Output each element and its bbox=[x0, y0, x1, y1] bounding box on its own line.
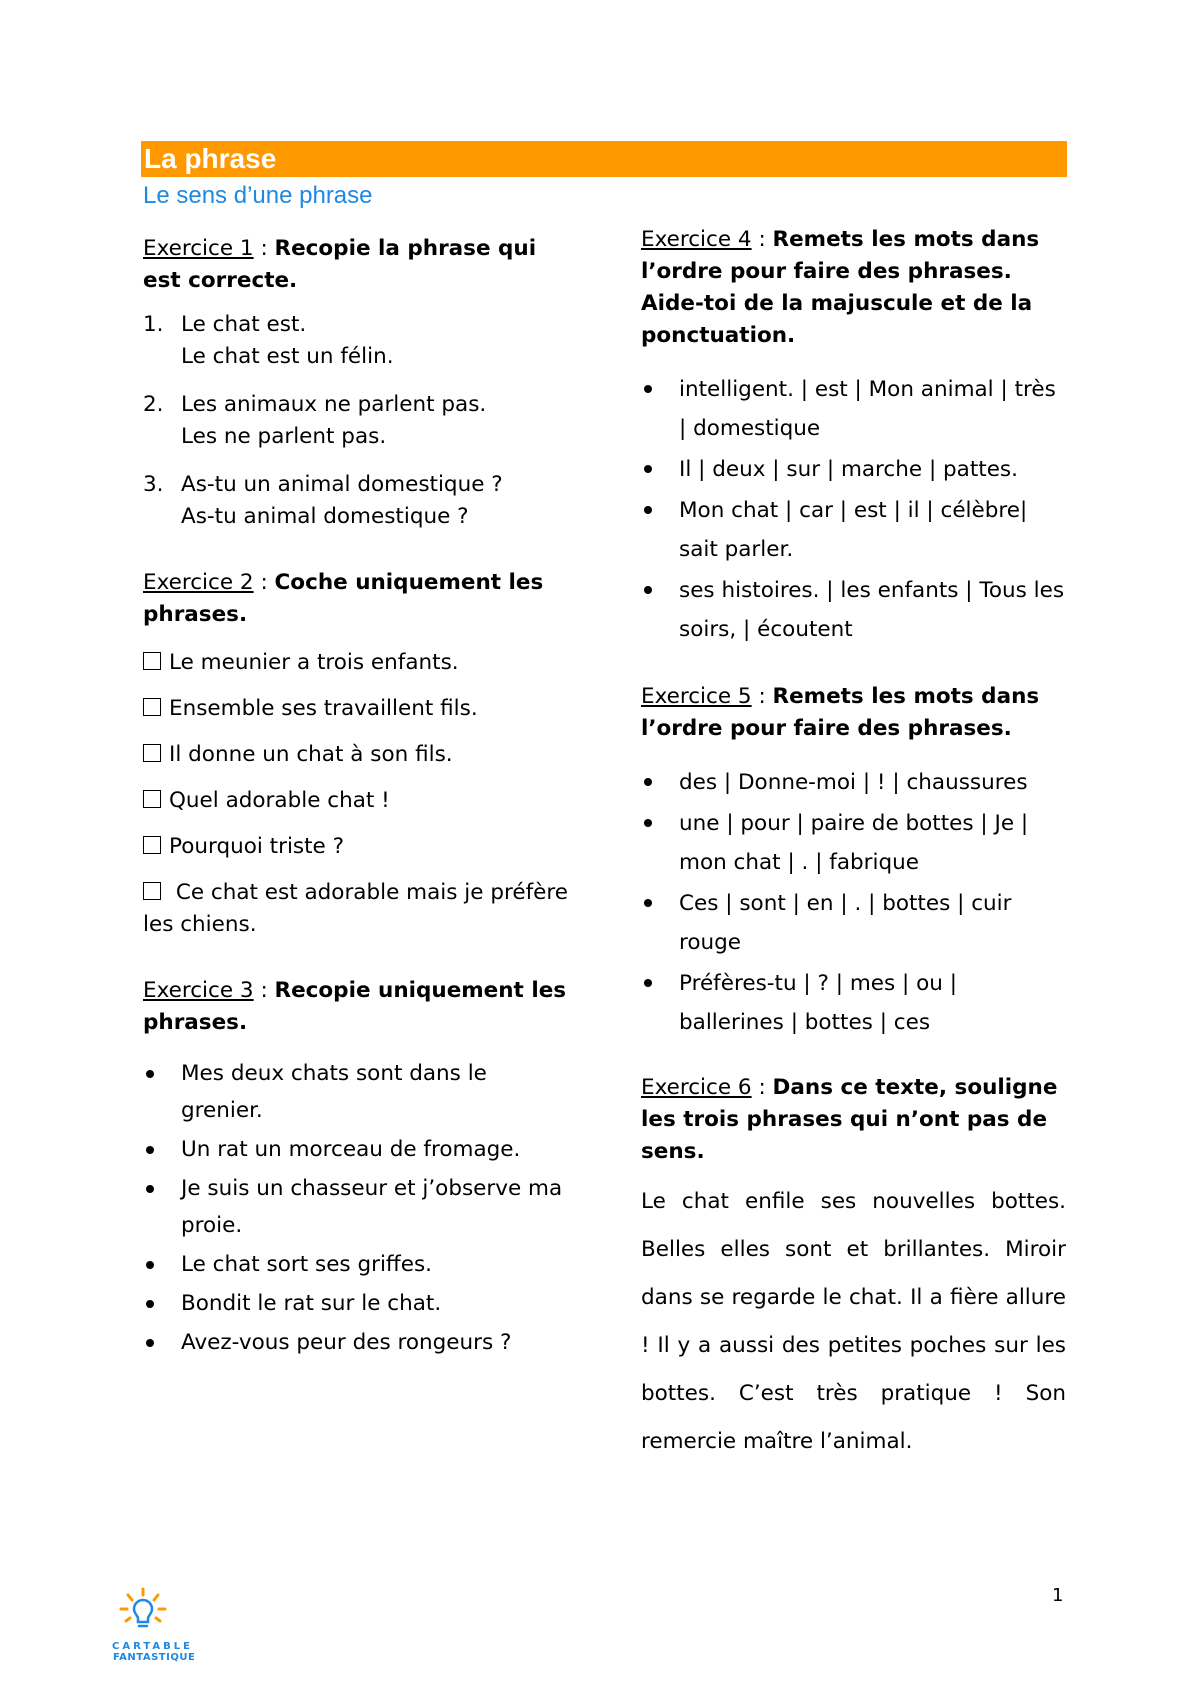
item-text: Je suis un chasseur et j’observe ma proie. bbox=[181, 1176, 563, 1238]
bullet-icon bbox=[644, 819, 652, 827]
item-text: Préfères-tu | ? | mes | ou | ballerines | bottes | ces bbox=[679, 971, 957, 1035]
exercise-instruction: Recopie la phrase qui est correcte. bbox=[143, 236, 537, 293]
exercise-5 bbox=[641, 681, 1066, 1042]
left-column bbox=[143, 233, 573, 1385]
checkbox-icon[interactable] bbox=[143, 652, 161, 670]
item-text: Un rat un morceau de fromage. bbox=[181, 1137, 521, 1162]
list-item bbox=[143, 389, 573, 453]
checkbox-icon[interactable] bbox=[143, 744, 161, 762]
item-text: Mon chat | car | est | il | célèbre| sait parler. bbox=[679, 498, 1028, 562]
page-subtitle: Le sens d’une phrase bbox=[143, 182, 373, 209]
exercise-2 bbox=[143, 567, 573, 941]
list-item bbox=[641, 884, 1066, 962]
checkbox-item[interactable] bbox=[143, 785, 573, 817]
checkbox-icon[interactable] bbox=[143, 836, 161, 854]
exercise-label: Exercice 5 bbox=[641, 684, 752, 709]
list-item bbox=[143, 1324, 573, 1361]
exercise-6 bbox=[641, 1072, 1066, 1466]
list-item bbox=[641, 370, 1066, 448]
list-item bbox=[641, 964, 1066, 1042]
item-text: Bondit le rat sur le chat. bbox=[181, 1291, 442, 1316]
exercise-label: Exercice 4 bbox=[641, 227, 752, 252]
checkbox-icon[interactable] bbox=[143, 790, 161, 808]
item-text: Avez-vous peur des rongeurs ? bbox=[181, 1330, 512, 1355]
option-line: As-tu un animal domestique ? bbox=[181, 472, 503, 497]
bullet-icon bbox=[644, 979, 652, 987]
item-number: 2. bbox=[143, 392, 164, 417]
exercise-instruction: Dans ce texte, souligne les trois phrases qui n’ont pas de sens. bbox=[641, 1075, 1058, 1164]
exercise-6-heading bbox=[641, 1072, 1066, 1168]
bullet-icon bbox=[146, 1070, 154, 1078]
page-title: La phrase bbox=[144, 143, 277, 174]
exercise-separator: : bbox=[253, 236, 275, 261]
list-item bbox=[143, 469, 573, 533]
logo-text: CARTABLE bbox=[112, 1641, 193, 1652]
option-line: Les ne parlent pas. bbox=[181, 424, 387, 449]
checkbox-list bbox=[143, 647, 573, 941]
bullet-icon bbox=[146, 1300, 154, 1308]
exercise-1 bbox=[143, 233, 573, 533]
list-item bbox=[143, 1285, 573, 1322]
exercise-instruction: Remets les mots dans l’ordre pour faire des phrases. Aide-toi de la majuscule et de la ponctuation. bbox=[641, 227, 1040, 348]
bullet-list bbox=[641, 763, 1066, 1042]
bullet-icon bbox=[644, 778, 652, 786]
logo-text: FANTASTIQUE bbox=[113, 1652, 196, 1663]
list-item bbox=[641, 804, 1066, 882]
checkbox-item[interactable] bbox=[143, 831, 573, 863]
exercise-separator: : bbox=[253, 570, 275, 595]
exercise-4-heading bbox=[641, 224, 1066, 352]
bullet-icon bbox=[146, 1146, 154, 1154]
bullet-list bbox=[143, 1055, 573, 1361]
list-item bbox=[143, 1246, 573, 1283]
list-item bbox=[641, 450, 1066, 489]
checkbox-icon[interactable] bbox=[143, 698, 161, 716]
checkbox-label: Ce chat est adorable mais je préfère les chiens. bbox=[143, 880, 568, 937]
checkbox-label: Le meunier a trois enfants. bbox=[169, 650, 459, 675]
exercise-separator: : bbox=[253, 978, 275, 1003]
exercise-label: Exercice 2 bbox=[143, 570, 254, 595]
list-item bbox=[143, 1131, 573, 1168]
bullet-list bbox=[641, 370, 1066, 649]
item-text: une | pour | paire de bottes | Je | mon chat | . | fabrique bbox=[679, 811, 1029, 875]
exercise-instruction: Coche uniquement les phrases. bbox=[143, 570, 544, 627]
item-text: intelligent. | est | Mon animal | très | domestique bbox=[679, 377, 1056, 441]
bullet-icon bbox=[644, 586, 652, 594]
item-number: 3. bbox=[143, 472, 164, 497]
list-item bbox=[143, 309, 573, 373]
page-number: 1 bbox=[1052, 1585, 1064, 1606]
checkbox-label: Ensemble ses travaillent fils. bbox=[169, 696, 478, 721]
list-item bbox=[143, 1055, 573, 1129]
exercise-instruction: Recopie uniquement les phrases. bbox=[143, 978, 567, 1035]
right-column bbox=[641, 224, 1066, 1490]
exercise-label: Exercice 1 bbox=[143, 236, 254, 261]
item-number: 1. bbox=[143, 312, 164, 337]
list-item bbox=[641, 571, 1066, 649]
title-bar bbox=[141, 141, 1067, 177]
item-text: des | Donne-moi | ! | chaussures bbox=[679, 770, 1028, 795]
numbered-list bbox=[143, 309, 573, 533]
checkbox-icon[interactable] bbox=[143, 882, 161, 900]
bullet-icon bbox=[644, 465, 652, 473]
list-item bbox=[641, 763, 1066, 802]
bullet-icon bbox=[146, 1339, 154, 1347]
exercise-6-text: Le chat enfile ses nouvelles bottes. Belles elles sont et brillantes. Miroir dans se regarde le chat. Il a fière allure ! Il y a aussi des petites poches sur les bottes. C’est très pratique ! Son remercie maître l’animal. bbox=[641, 1189, 1066, 1454]
exercise-separator: : bbox=[751, 1075, 773, 1100]
exercise-5-heading bbox=[641, 681, 1066, 745]
item-text: Mes deux chats sont dans le grenier. bbox=[181, 1061, 487, 1123]
bullet-icon bbox=[146, 1185, 154, 1193]
option-line: Le chat est. bbox=[181, 312, 307, 337]
bullet-icon bbox=[644, 506, 652, 514]
checkbox-label: Quel adorable chat ! bbox=[169, 788, 390, 813]
exercise-2-heading bbox=[143, 567, 573, 631]
exercise-3-heading bbox=[143, 975, 573, 1039]
checkbox-item[interactable] bbox=[143, 647, 573, 679]
exercise-4 bbox=[641, 224, 1066, 649]
exercise-3 bbox=[143, 975, 573, 1361]
checkbox-item[interactable] bbox=[143, 877, 573, 941]
exercise-label: Exercice 3 bbox=[143, 978, 254, 1003]
option-line: Les animaux ne parlent pas. bbox=[181, 392, 487, 417]
checkbox-item[interactable] bbox=[143, 739, 573, 771]
item-text: ses histoires. | les enfants | Tous les soirs, | écoutent bbox=[679, 578, 1065, 642]
exercise-1-heading bbox=[143, 233, 573, 297]
list-item bbox=[641, 491, 1066, 569]
checkbox-item[interactable] bbox=[143, 693, 573, 725]
exercise-separator: : bbox=[751, 684, 773, 709]
exercise-separator: : bbox=[751, 227, 773, 252]
exercise-label: Exercice 6 bbox=[641, 1075, 752, 1100]
checkbox-label: Pourquoi triste ? bbox=[169, 834, 345, 859]
item-text: Le chat sort ses griffes. bbox=[181, 1252, 433, 1277]
checkbox-label: Il donne un chat à son fils. bbox=[169, 742, 453, 767]
item-text: Il | deux | sur | marche | pattes. bbox=[679, 457, 1018, 482]
list-item bbox=[143, 1170, 573, 1244]
option-line: Le chat est un félin. bbox=[181, 344, 394, 369]
option-line: As-tu animal domestique ? bbox=[181, 504, 469, 529]
item-text: Ces | sont | en | . | bottes | cuir rouge bbox=[679, 891, 1012, 955]
exercise-instruction: Remets les mots dans l’ordre pour faire des phrases. bbox=[641, 684, 1040, 741]
bullet-icon bbox=[146, 1261, 154, 1269]
bullet-icon bbox=[644, 899, 652, 907]
bullet-icon bbox=[644, 385, 652, 393]
